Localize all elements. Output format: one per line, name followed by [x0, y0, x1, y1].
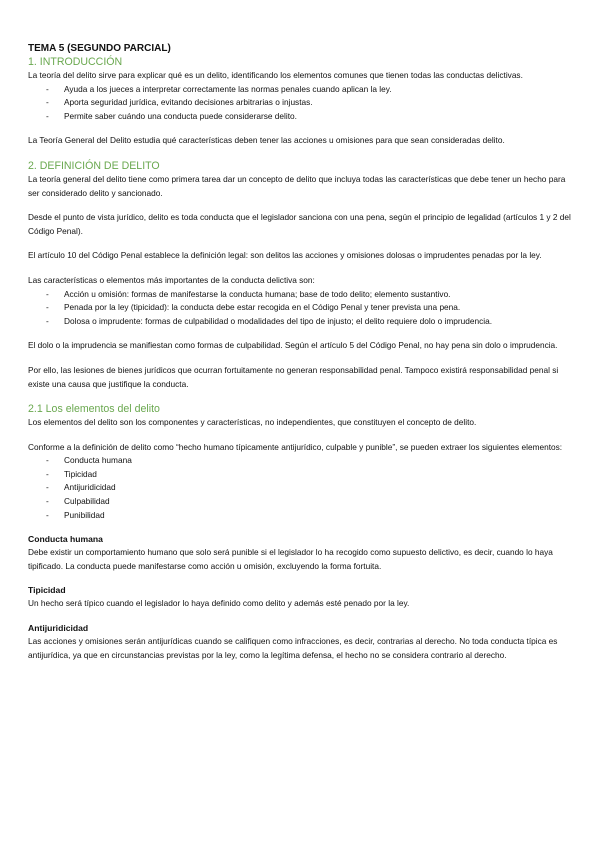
list-item: - Permite saber cuándo una conducta puede considerarse delito. — [46, 110, 572, 124]
bullet-list — [28, 288, 572, 329]
paragraph: El artículo 10 del Código Penal establece la definición legal: son delitos las acciones y omisiones dolosas o imprudentes penadas por la ley. — [28, 250, 542, 261]
document-title: TEMA 5 (SEGUNDO PARCIAL) — [28, 43, 171, 54]
paragraph: La teoría del delito sirve para explicar qué es un delito, identificando los elementos comunes que tienen todas las conductas delictivas. — [28, 70, 523, 80]
list-item: - Ayuda a los jueces a interpretar correctamente las normas penales cuando aplican la ley. — [46, 83, 572, 97]
paragraph: Desde el punto de vista jurídico, delito es toda conducta que el legislador sanciona con una pena, según el principio de legalidad (artículos 1 y 2 del Código Penal). — [28, 212, 571, 236]
list-item: - Aporta seguridad jurídica, evitando decisiones arbitrarias o injustas. — [46, 96, 572, 110]
paragraph: Por ello, las lesiones de bienes jurídicos que ocurran fortuitamente no generan responsabilidad penal. Tampoco existirá responsabilidad penal si existe una causa que justifique la conducta. — [28, 364, 559, 389]
subheading-tipicidad: Tipicidad — [28, 585, 66, 596]
paragraph: La teoría general del delito tiene como primera tarea dar un concepto de delito que incluya todas las características que debe tener un hecho para ser considerado delito y sancionado. — [28, 173, 566, 198]
paragraph: Conforme a la definición de delito como “hecho humano típicamente antijurídico, culpable y punible”, se pueden extraer los siguientes elementos: — [28, 441, 563, 452]
list-item: - Culpabilidad — [46, 495, 572, 509]
paragraph: Un hecho será típico cuando el legislador lo haya definido como delito y además esté penado por la ley. — [28, 598, 410, 609]
list-item: - Antijuridicidad — [46, 481, 572, 495]
list-item: - Punibilidad — [46, 509, 572, 523]
paragraph: Debe existir un comportamiento humano que solo será punible si el legislador lo ha recogido como supuesto delictivo, es decir, cuando lo haya tipificado. La conducta puede manifestarse como acción u omisión, excluyendo la forma fortuita. — [28, 547, 553, 571]
paragraph: Las características o elementos más importantes de la conducta delictiva son: — [28, 274, 315, 285]
section-heading-introduccion: 1. INTRODUCCIÓN — [28, 56, 123, 68]
bullet-list — [28, 454, 572, 522]
list-item: - Penada por la ley (tipicidad): la conducta debe estar recogida en el Código Penal y tener prevista una pena. — [46, 301, 572, 315]
paragraph: Las acciones y omisiones serán antijurídicas cuando se califiquen como infracciones, es decir, contrarias al derecho. No toda conducta típica es antijurídica, ya que en circunstancias previstas por la ley, como la legítima defensa, el hecho no se considera contrario al derecho. — [28, 636, 558, 660]
paragraph: Los elementos del delito son los componentes y características, no independientes, que constituyen el concepto de delito. — [28, 417, 477, 428]
section-heading-elementos: 2.1 Los elementos del delito — [28, 403, 160, 416]
bullet-list — [28, 83, 572, 124]
subheading-conducta-humana: Conducta humana — [28, 534, 103, 545]
paragraph: La Teoría General del Delito estudia qué características deben tener las acciones u omisiones para que sean consideradas delito. — [28, 135, 505, 146]
paragraph: El dolo o la imprudencia se manifiestan como formas de culpabilidad. Según el artículo 5 del Código Penal, no hay pena sin dolo o imprudencia. — [28, 340, 558, 351]
list-item: - Acción u omisión: formas de manifestarse la conducta humana; base de todo delito; elemento sustantivo. — [46, 288, 572, 302]
subheading-antijuridicidad: Antijuridicidad — [28, 623, 89, 634]
list-item: - Tipicidad — [46, 468, 572, 482]
list-item: - Dolosa o imprudente: formas de culpabilidad o modalidades del tipo de injusto; el delito requiere dolo o imprudencia. — [46, 315, 572, 329]
list-item: - Conducta humana — [46, 454, 572, 468]
section-heading-definicion: 2. DEFINICIÓN DE DELITO — [28, 159, 160, 172]
